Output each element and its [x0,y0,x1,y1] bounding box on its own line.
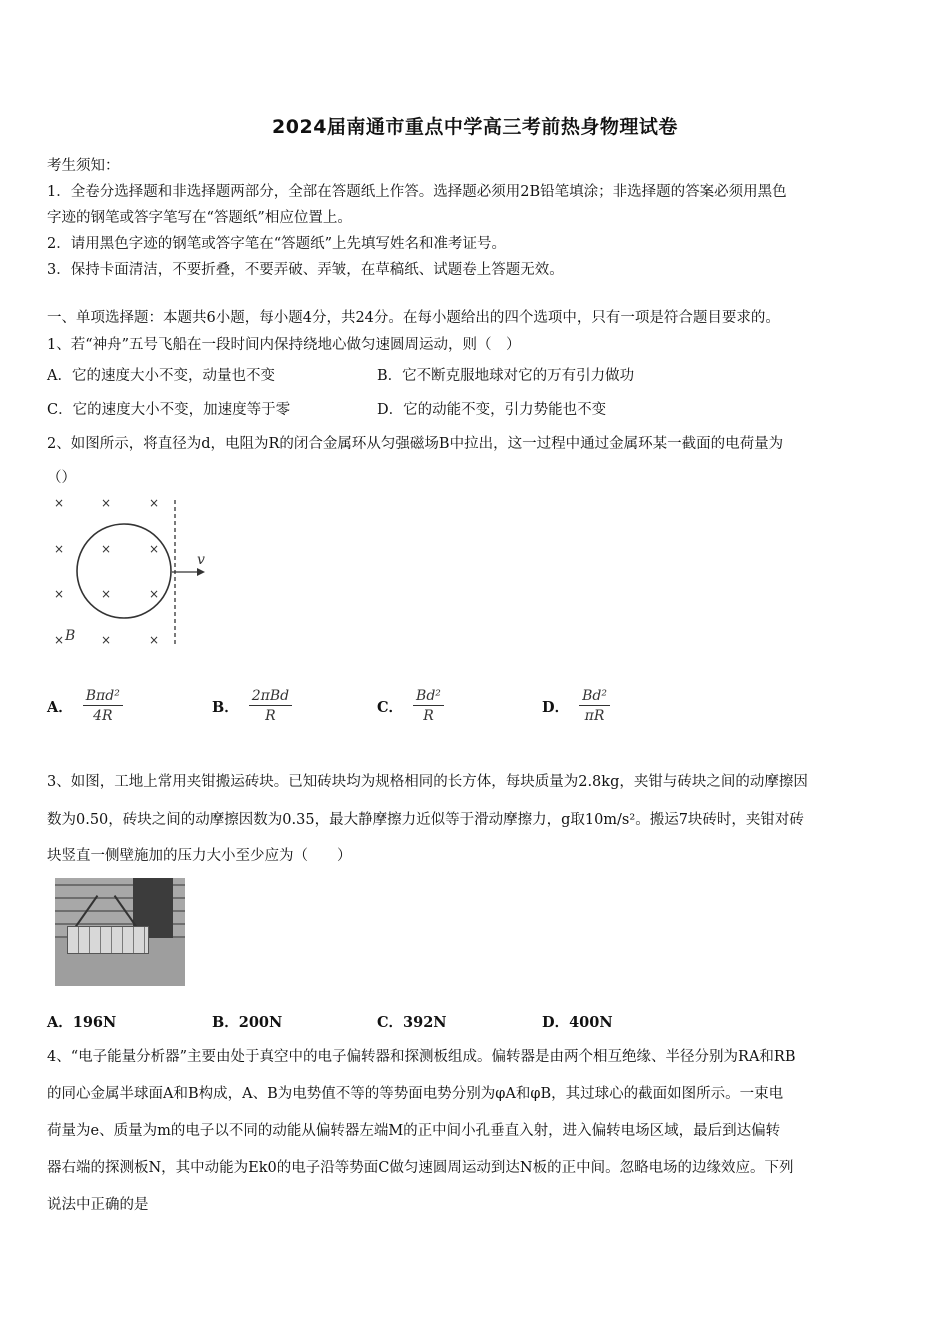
q2-option-c [377,688,444,724]
q2-option-d [542,688,610,724]
q1-option-c: C．它的速度大小不变，加速度等于零 [47,402,291,418]
q3-stem-line-2: 数为0.50，砖块之间的动摩擦因数为0.35，最大静摩擦力近似等于滑动摩擦力，g取10m/s²。搬运7块砖时，夹钳对砖 [47,812,804,828]
fraction-denominator: πR [584,708,605,724]
fraction-numerator: Bd² [413,688,444,706]
brick-clamp-photo [55,878,185,986]
q3-stem-line-3: 块竖直一侧壁施加的压力大小至少应为（ ） [47,848,352,864]
q2-option-d-fraction [579,688,610,724]
field-cross-mark: × [54,496,65,510]
q3-option-b: B．200N [212,1014,283,1031]
notice-item-1: 1．全卷分选择题和非选择题两部分，全部在答题纸上作答。选择题必须用2B铅笔填涂；非选择题的答案必须用黑色 [47,184,787,200]
q2-stem: 2、如图所示，将直径为d，电阻为R的闭合金属环从匀强磁场B中拉出，这一过程中通过金属环某一截面的电荷量为 [47,436,784,452]
q1-stem: 1、若“神舟”五号飞船在一段时间内保持绕地心做匀速圆周运动，则（ ） [47,337,521,353]
q1-option-b: B．它不断克服地球对它的万有引力做功 [377,368,635,384]
notice-item-2: 2．请用黑色字迹的钢笔或答字笔在“答题纸”上先填写姓名和准考证号。 [47,236,507,252]
field-cross-mark: × [149,633,160,647]
q4-stem-line-3: 荷量为e、质量为m的电子以不同的动能从偏转器左端M的正中间小孔垂直入射，进入偏转电场区域，最后到达偏转 [47,1123,781,1139]
page-title: 2024届南通市重点中学高三考前热身物理试卷 [272,116,678,138]
q4-stem-line-5: 说法中正确的是 [47,1197,149,1213]
section-heading: 一、单项选择题：本题共6小题，每小题4分，共24分。在每小题给出的四个选项中，只有一项是符合题目要求的。 [47,310,780,326]
field-label: B [65,628,76,644]
field-cross-mark: × [149,496,160,510]
fraction-numerator: 2πBd [249,688,292,706]
fraction-denominator: R [265,708,276,724]
q4-stem-line-2: 的同心金属半球面A和B构成，A、B为电势值不等的等势面电势分别为φA和φB，其过球心的截面如图所示。一束电 [47,1086,784,1102]
field-cross-mark: × [101,633,112,647]
notice-item-3: 3．保持卡面清洁，不要折叠，不要弄破、弄皱，在草稿纸、试题卷上答题无效。 [47,262,564,278]
q2-option-b-label: B． [212,698,239,716]
q2-option-a-fraction [83,688,123,724]
q3-option-d: D．400N [542,1014,613,1031]
q2-option-c-label: C． [377,698,404,716]
q2-option-c-fraction [413,688,444,724]
q2-option-a [47,688,123,724]
fraction-numerator: Bπd² [83,688,123,706]
q2-option-b [212,688,292,724]
q3-option-a: A．196N [47,1014,117,1031]
q1-option-d: D．它的动能不变，引力势能也不变 [377,402,607,418]
fraction-denominator: 4R [93,708,113,724]
field-cross-mark: × [54,542,65,556]
velocity-label: v [197,552,205,568]
q2-option-b-fraction [249,688,292,724]
q1-option-a: A．它的速度大小不变，动量也不变 [47,368,275,384]
fraction-denominator: R [423,708,434,724]
field-cross-mark: × [101,542,112,556]
notice-heading: 考生须知： [47,158,120,174]
q4-stem-line-4: 器右端的探测板N，其中动能为Ek0的电子沿等势面C做匀速圆周运动到达N板的正中间。忽略电场的边缘效应。下列 [47,1160,794,1176]
velocity-arrowhead [197,568,205,576]
magnetic-field-ring-figure [45,492,220,652]
clamped-bricks [67,926,149,954]
q2-option-a-label: A． [47,698,73,716]
q2-option-d-label: D． [542,698,570,716]
fraction-numerator: Bd² [579,688,610,706]
field-cross-mark: × [101,587,112,601]
field-cross-mark: × [54,633,65,647]
metal-ring [77,524,171,618]
field-cross-mark: × [101,496,112,510]
field-cross-mark: × [149,542,160,556]
q3-stem-line-1: 3、如图，工地上常用夹钳搬运砖块。已知砖块均为规格相同的长方体，每块质量为2.8kg，夹钳与砖块之间的动摩擦因 [47,774,808,790]
q3-option-c: C．392N [377,1014,447,1031]
notice-item-1-cont: 字迹的钢笔或答字笔写在“答题纸”相应位置上。 [47,210,352,226]
q4-stem-line-1: 4、“电子能量分析器”主要由处于真空中的电子偏转器和探测板组成。偏转器是由两个相互绝缘、半径分别为RA和RB [47,1049,796,1065]
q2-stem-paren: （） [47,470,76,486]
field-cross-mark: × [149,587,160,601]
field-cross-mark: × [54,587,65,601]
